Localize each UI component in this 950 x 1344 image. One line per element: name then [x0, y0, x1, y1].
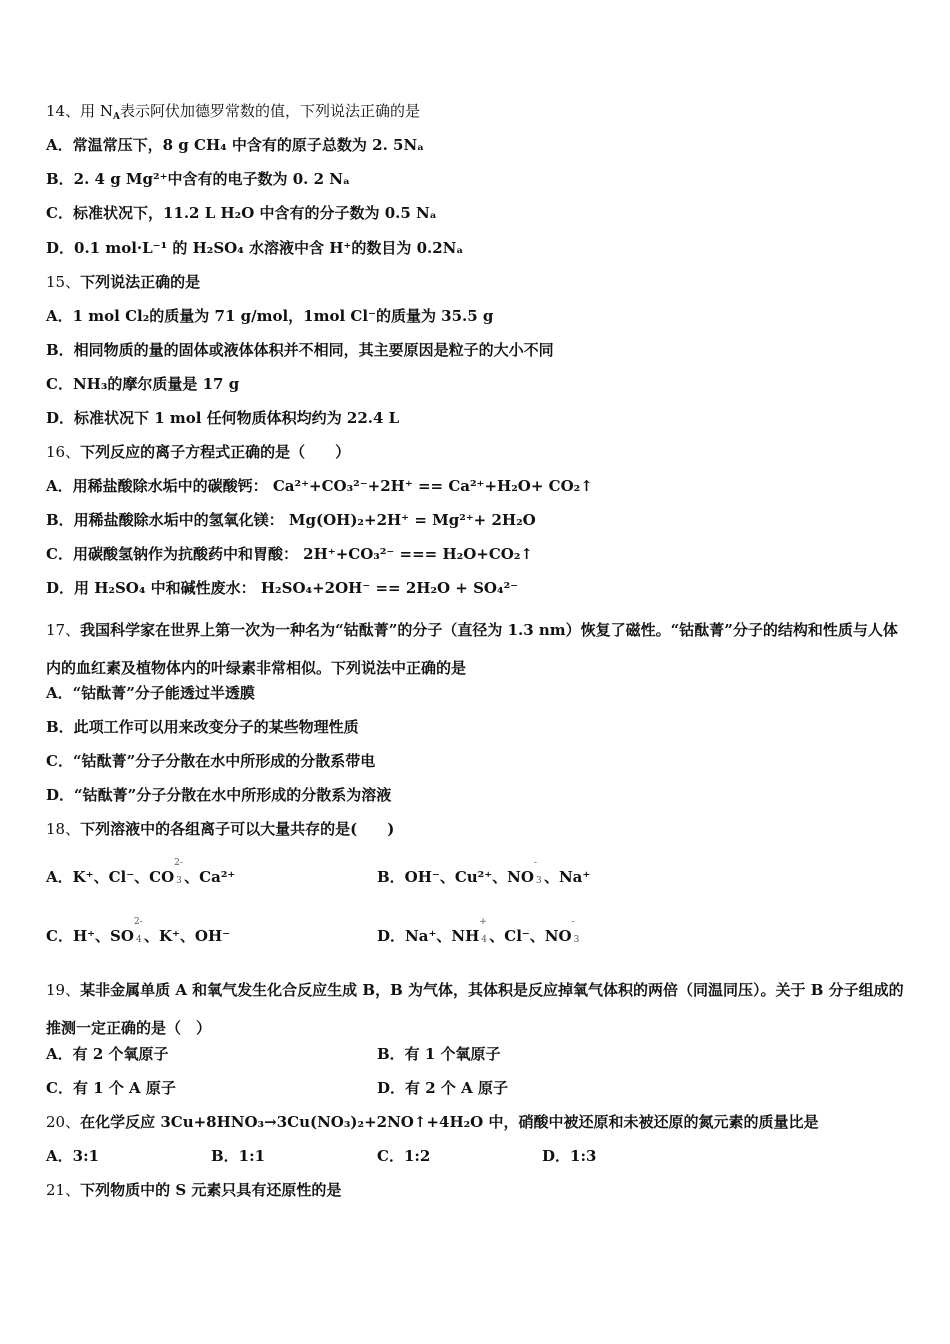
ion-subscript: 4 — [481, 935, 487, 945]
question-number: 15、 — [46, 273, 81, 291]
question-16-option-c: C．用碳酸氢钠作为抗酸药中和胃酸： 2H⁺+CO₃²⁻ === H₂O+CO₂↑ — [46, 545, 533, 563]
option-text: A．K⁺、Cl⁻、CO — [46, 868, 175, 886]
option-text: B．OH⁻、Cu²⁺、NO — [377, 868, 534, 886]
question-number: 18、 — [46, 820, 81, 838]
ion-subscript: 3 — [573, 935, 580, 945]
stem-text: 用 N — [80, 102, 113, 120]
ion-charge-stack — [479, 917, 489, 947]
stem-text: 下列反应的离子方程式正确的是（ ） — [80, 443, 351, 461]
stem-text: 我国科学家在世界上第一次为一种名为“钴酞菁”的分子（直径为 1.3 nm）恢复了磁性。“钴酞菁”分子的结构和性质与人体内的血红素及植物体内的叶绿素非常相似。下列说法中正确的是 — [46, 621, 898, 677]
ion-charge-stack — [533, 858, 544, 888]
question-20-option-d: D．1:3 — [542, 1147, 597, 1165]
question-14-option-c: C．标准状况下，11.2 L H₂O 中含有的分子数为 0.5 Nₐ — [46, 204, 437, 222]
question-17-option-d: D．“钴酞菁”分子分散在水中所形成的分散系为溶液 — [46, 786, 392, 804]
question-17-option-c: C．“钴酞菁”分子分散在水中所形成的分散系带电 — [46, 752, 376, 770]
question-14-option-d: D．0.1 mol·L⁻¹ 的 H₂SO₄ 水溶液中含 H⁺的数目为 0.2Nₐ — [46, 239, 464, 257]
ion-charge: 2- — [133, 917, 143, 927]
question-17-option-b: B．此项工作可以用来改变分子的某些物理性质 — [46, 718, 359, 736]
stem-text: 在化学反应 3Cu+8HNO₃→3Cu(NO₃)₂+2NO↑+4H₂O 中，硝酸中被还原和未被还原的氮元素的质量比是 — [80, 1113, 819, 1131]
ion-charge: + — [479, 917, 487, 927]
ion-charge-stack — [133, 917, 144, 947]
question-18-stem — [46, 818, 394, 840]
stem-text: 某非金属单质 A 和氧气发生化合反应生成 B，B 为气体，其体积是反应掉氧气体积的两倍（同温同压）。关于 B 分子组成的推测一定正确的是（ ） — [46, 981, 904, 1037]
question-18-option-c — [46, 917, 231, 947]
question-14-option-b: B．2. 4 g Mg²⁺中含有的电子数为 0. 2 Nₐ — [46, 170, 350, 188]
question-21-stem — [46, 1179, 341, 1201]
question-15-option-d: D．标准状况下 1 mol 任何物质体积均约为 22.4 L — [46, 409, 400, 427]
ion-charge-stack — [174, 858, 184, 888]
option-text: C．H⁺、SO — [46, 927, 134, 945]
ion-charge-stack — [571, 917, 582, 947]
question-19-option-d: D．有 2 个 A 原子 — [377, 1079, 508, 1097]
stem-text-tail: 表示阿伏加德罗常数的值，下列说法正确的是 — [119, 102, 420, 120]
option-text-mid: 、Cl⁻、NO — [489, 927, 572, 945]
question-20-stem — [46, 1111, 818, 1133]
question-18-option-a — [46, 858, 236, 888]
question-16-option-b: B．用稀盐酸除水垢中的氢氧化镁： Mg(OH)₂+2H⁺ = Mg²⁺+ 2H₂O — [46, 511, 536, 529]
question-19-stem — [46, 971, 906, 1047]
stem-text: 下列说法正确的是 — [80, 273, 201, 291]
question-16-option-a: A．用稀盐酸除水垢中的碳酸钙： Ca²⁺+CO₃²⁻+2H⁺ == Ca²⁺+H₂O+ CO₂↑ — [46, 477, 593, 495]
question-19-option-a: A．有 2 个氧原子 — [46, 1045, 169, 1063]
question-number: 16、 — [46, 443, 81, 461]
question-20-option-a: A．3:1 — [46, 1147, 100, 1165]
question-number: 19、 — [46, 981, 81, 999]
question-number: 17、 — [46, 621, 81, 639]
stem-text: 下列溶液中的各组离子可以大量共存的是( ) — [80, 820, 395, 838]
question-19-option-b: B．有 1 个氧原子 — [377, 1045, 501, 1063]
option-text-tail: 、K⁺、OH⁻ — [143, 927, 231, 945]
question-20-option-b: B．1:1 — [211, 1147, 266, 1165]
stem-text: 下列物质中的 S 元素只具有还原性的是 — [80, 1181, 342, 1199]
ion-charge: 2- — [174, 858, 183, 868]
question-17-option-a: A．“钴酞菁”分子能透过半透膜 — [46, 684, 255, 702]
ion-subscript: 3 — [176, 876, 182, 886]
question-number: 20、 — [46, 1113, 81, 1131]
question-16-stem — [46, 441, 350, 463]
question-18-option-d — [377, 917, 582, 947]
question-15-stem — [46, 271, 200, 293]
option-text: D．Na⁺、NH — [377, 927, 480, 945]
question-15-option-c: C．NH₃的摩尔质量是 17 g — [46, 375, 240, 393]
question-17-stem — [46, 611, 906, 687]
question-18-option-b — [377, 858, 591, 888]
question-20-option-c: C．1:2 — [377, 1147, 431, 1165]
ion-subscript: 4 — [135, 935, 142, 945]
stem-subscript: A — [113, 112, 120, 122]
option-text-tail: 、Na⁺ — [543, 868, 591, 886]
question-number: 21、 — [46, 1181, 81, 1199]
ion-subscript: 3 — [535, 876, 542, 886]
question-15-option-b: B．相同物质的量的固体或液体体积并不相同，其主要原因是粒子的大小不同 — [46, 341, 554, 359]
ion-charge: - — [533, 858, 537, 868]
question-19-option-c: C．有 1 个 A 原子 — [46, 1079, 176, 1097]
question-14-option-a: A．常温常压下，8 g CH₄ 中含有的原子总数为 2. 5Nₐ — [46, 136, 425, 154]
question-number: 14、 — [46, 102, 81, 120]
option-text-tail: 、Ca²⁺ — [184, 868, 236, 886]
question-15-option-a: A．1 mol Cl₂的质量为 71 g/mol，1mol Cl⁻的质量为 35.5 g — [46, 307, 494, 325]
question-16-option-d: D．用 H₂SO₄ 中和碱性废水： H₂SO₄+2OH⁻ == 2H₂O + SO₄²⁻ — [46, 579, 519, 597]
ion-charge: - — [571, 917, 575, 927]
question-14-stem — [46, 100, 420, 128]
